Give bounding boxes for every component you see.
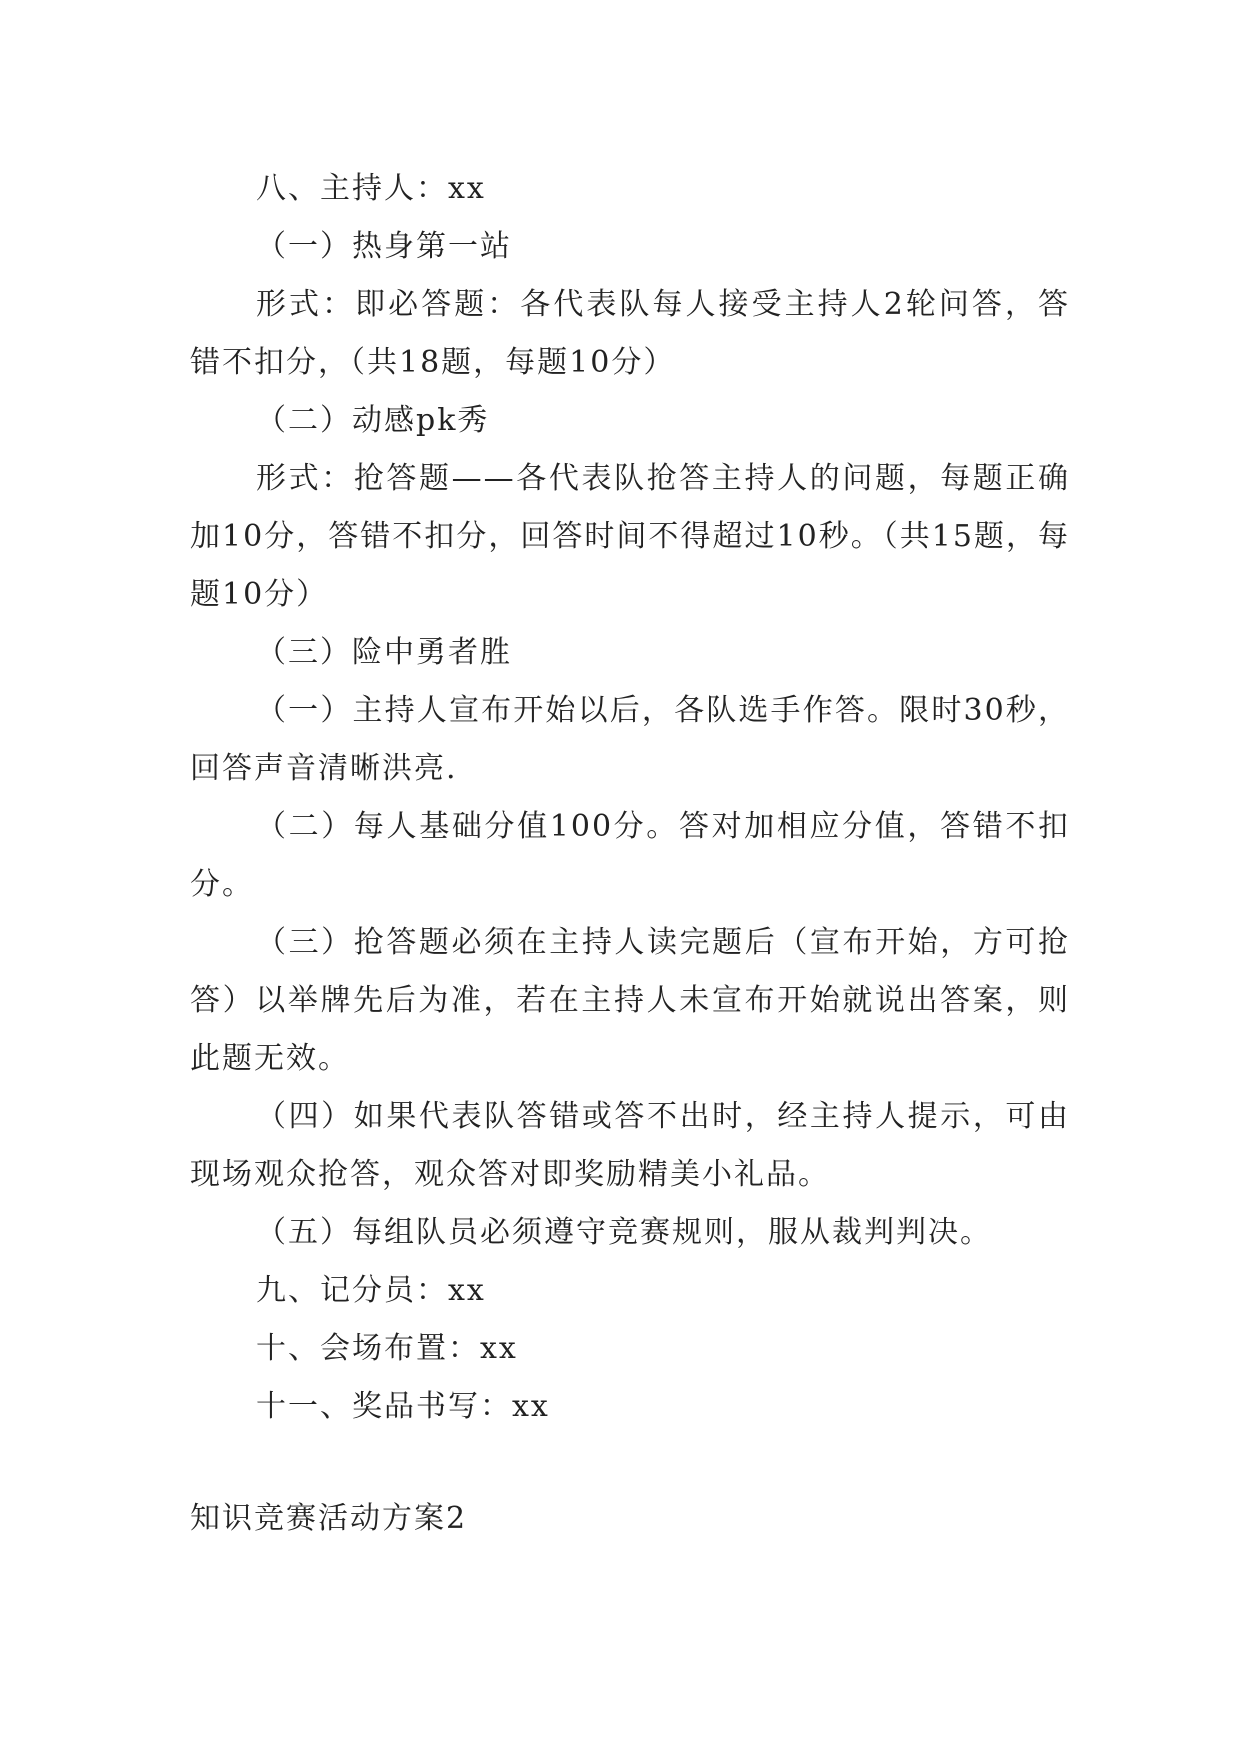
- paragraph-rule-5: （五）每组队员必须遵守竞赛规则，服从裁判判决。: [256, 1215, 992, 1250]
- paragraph-rule-3: （三）抢答题必须在主持人读完题后（宣布开始，方可抢答）以举牌先后为准，若在主持人未宣布开始就说出答案，则此题无效。: [190, 925, 1070, 1076]
- paragraph-rule-2: （二）每人基础分值100分。答对加相应分值，答错不扣分。: [190, 809, 1070, 902]
- paragraph-round-2-format: 形式：抢答题——各代表队抢答主持人的问题，每题正确加10分，答错不扣分，回答时间不得超过10秒。（共15题，每题10分）: [190, 461, 1070, 612]
- paragraph-rule-1: （一）主持人宣布开始以后，各队选手作答。限时30秒，回答声音清晰洪亮.: [190, 693, 1070, 786]
- paragraph-host: 八、主持人：xx: [256, 171, 486, 206]
- paragraph-venue-setup: 十、会场布置：xx: [256, 1331, 518, 1366]
- paragraph-round-2-heading: （二）动感pk秀: [256, 403, 490, 438]
- paragraph-round-1-heading: （一）热身第一站: [256, 229, 512, 264]
- paragraph-scorekeeper: 九、记分员：xx: [256, 1273, 486, 1308]
- paragraph-rule-4: （四）如果代表队答错或答不出时，经主持人提示，可由现场观众抢答，观众答对即奖励精美小礼品。: [190, 1099, 1070, 1192]
- paragraph-round-3-heading: （三）险中勇者胜: [256, 635, 512, 670]
- document-body: [190, 160, 1070, 1436]
- paragraph-prize-writing: 十一、奖品书写：xx: [256, 1389, 550, 1424]
- section-title: 知识竞赛活动方案2: [190, 1501, 468, 1536]
- paragraph-round-1-format: 形式：即必答题：各代表队每人接受主持人2轮问答，答错不扣分，（共18题，每题10分）: [190, 287, 1070, 380]
